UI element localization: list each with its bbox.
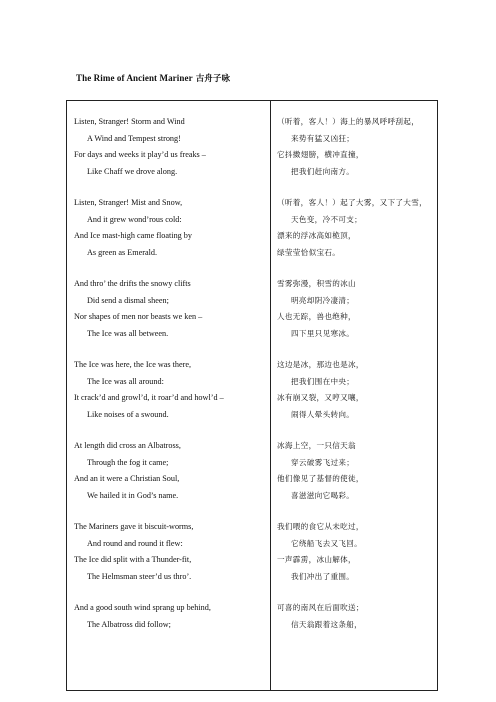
poem-line: Did send a dismal sheen; [87,295,169,305]
poem-line: Listen, Stranger! Storm and Wind [74,117,185,126]
poem-line: （听着，客人！）海上的暴风呼呼刮起， [277,117,420,126]
poem-table [66,100,438,691]
stanza-en-2 [74,195,268,276]
stanza-cn-4 [277,357,437,438]
poem-line: At length did cross an Albatross, [74,441,181,450]
poem-line: And Ice mast-high came floating by [74,231,192,241]
poem-line: 它抖擞翅膀，横冲直撞， [277,150,364,160]
poem-line: 它绕船飞去又飞回。 [291,538,363,548]
poem-line: For days and weeks it play’d us freaks – [74,150,206,160]
poem-line: 雪雾弥漫，积雪的冰山 [277,279,356,288]
poem-line: 他们像见了基督的使徒， [277,474,364,484]
stanza-cn-1 [277,114,437,195]
poem-line: Like Chaff we drove along. [87,166,178,176]
title-english: The Rime of Ancient Mariner [76,73,193,83]
poem-line: 天色变，冷不可支； [291,214,363,224]
poem-line: A Wind and Tempest strong! [87,133,181,143]
poem-line: And a good south wind sprang up behind, [74,603,211,612]
page-title [76,72,230,84]
poem-line: Like noises of a swound. [87,409,169,419]
poem-line: The Ice was here, the Ice was there, [74,360,192,369]
poem-line: 我们冲出了重围。 [291,571,355,581]
poem-line: 来势有猛又凶狂； [291,133,355,143]
poem-line: 信天翁跟着这条船， [291,619,363,629]
poem-line: 漂来的浮冰高如桅顶， [277,231,356,241]
poem-line: And an it were a Christian Soul, [74,474,180,484]
stanza-en-1 [74,114,268,195]
poem-line: 把我们赶向南方。 [291,166,355,176]
poem-line: 我们喂的食它从未吃过， [277,522,364,531]
stanza-cn-5 [277,438,437,519]
poem-line: 人也无踪，兽也绝种， [277,312,356,322]
poem-line: 冰海上空，一只信天翁 [277,441,356,450]
column-divider [270,101,271,690]
poem-line: 冰有崩又裂，又哼又嚷， [277,393,364,403]
poem-line: 穿云破雾飞过来； [291,457,355,467]
poem-line: The Ice was all around: [87,376,164,386]
poem-line: 喜滋滋向它喝彩。 [291,490,355,500]
poem-line: 一声霹雳，冰山解体， [277,555,356,565]
stanza-cn-6 [277,519,437,600]
chinese-column [277,114,437,681]
stanza-cn-7 [277,600,437,681]
poem-line: 这边是冰，那边也是冰， [277,360,364,369]
stanza-en-6 [74,519,268,600]
poem-line: Listen, Stranger! Mist and Snow, [74,198,183,207]
stanza-en-4 [74,357,268,438]
poem-line: 把我们围在中央； [291,376,355,386]
poem-line: The Albatross did follow; [87,619,171,629]
poem-line: The Mariners gave it biscuit-worms, [74,522,194,531]
stanza-en-7 [74,600,268,681]
stanza-cn-2 [277,195,437,276]
poem-line: （听着，客人！）起了大雾，又下了大雪， [277,198,427,207]
poem-line: Through the fog it came; [87,457,169,467]
poem-line: Nor shapes of men nor beasts we ken – [74,312,203,322]
poem-line: 明亮却阴冷凄清； [291,295,355,305]
title-chinese: 古舟子咏 [195,74,231,84]
poem-line: As green as Emerald. [87,247,158,257]
stanza-cn-3 [277,276,437,357]
poem-line: And it grew wond’rous cold: [87,214,182,224]
stanza-en-5 [74,438,268,519]
poem-line: 可喜的南风在后面吹送； [277,603,364,612]
stanza-en-3 [74,276,268,357]
poem-line: And round and round it flew: [87,538,183,548]
poem-line: The Ice was all between. [87,328,169,338]
poem-line: And thro’ the drifts the snowy clifts [74,279,191,288]
poem-line: We hailed it in God’s name. [87,490,179,500]
poem-line: The Ice did split with a Thunder-fit, [74,555,192,565]
poem-line: 闹得人晕头转向。 [291,409,355,419]
poem-line: 绿莹莹恰似宝石。 [277,247,341,257]
poem-line: 四下里只见寒冰。 [291,328,355,338]
poem-line: The Helmsman steer’d us thro’. [87,571,192,581]
english-column [74,114,268,681]
poem-line: It crack’d and growl’d, it roar’d and howl’d – [74,393,224,403]
